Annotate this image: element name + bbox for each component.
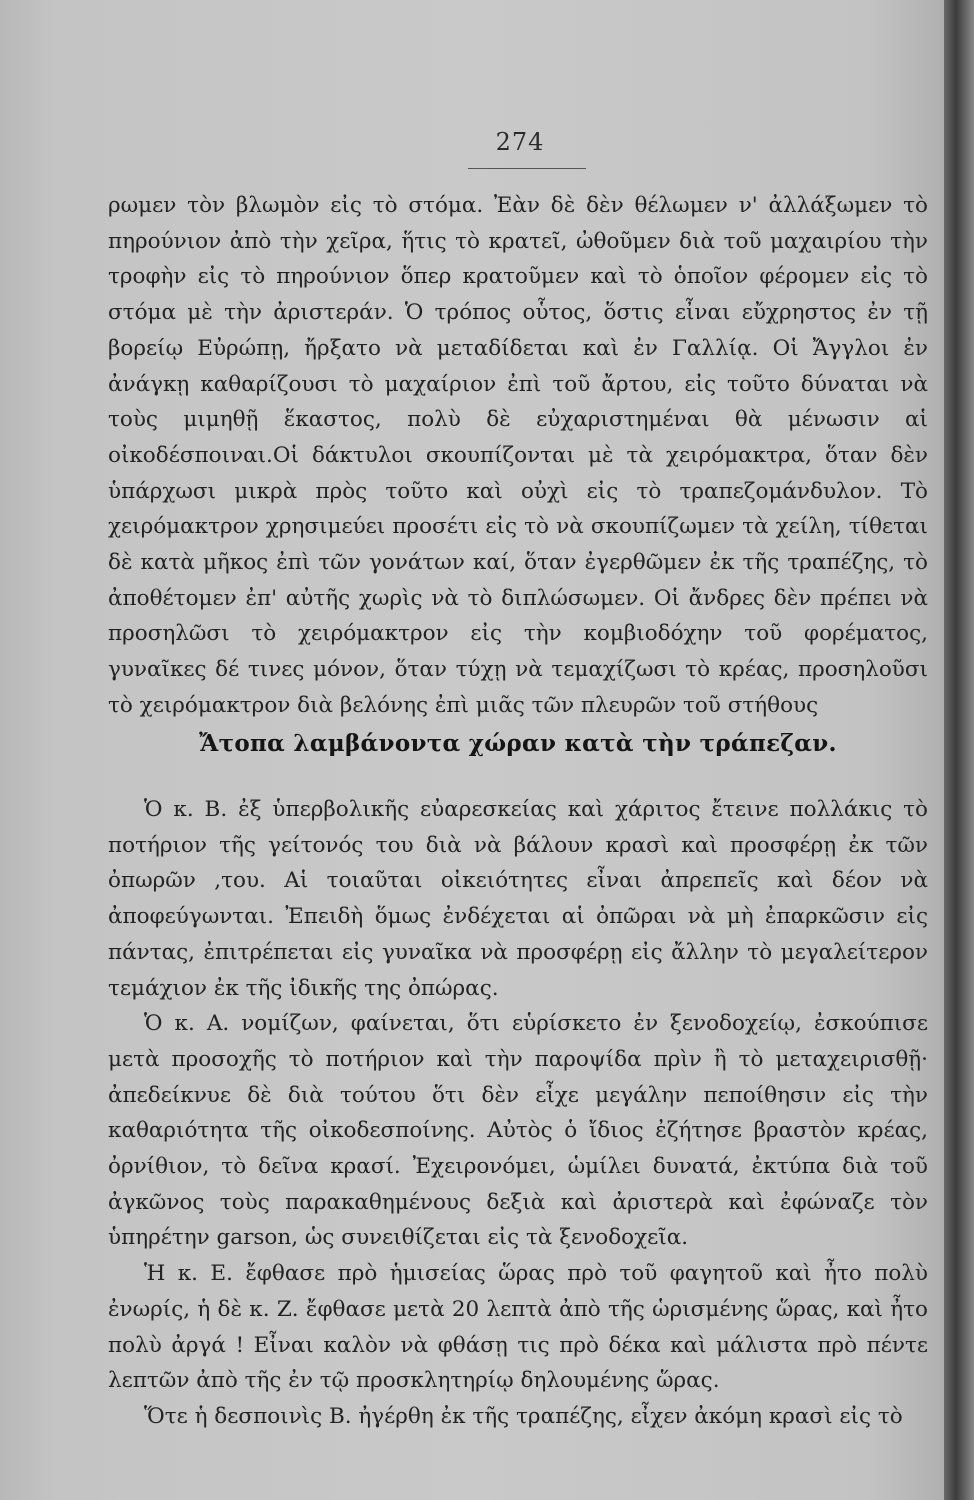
- page-number: 274: [495, 128, 545, 156]
- top-text-block: [108, 188, 928, 724]
- section-text-block: [108, 792, 928, 1435]
- paragraph-3: Ἡ κ. Ε. ἔφθασε πρὸ ἡμισείας ὥρας πρὸ τοῦ φαγητοῦ καὶ ἦτο πολὺ ἐνωρίς, ἡ δὲ κ. Ζ. ἔφθασε μετὰ 20 λεπτὰ ἀπὸ τῆς ὡρισμένης ὥρας, καὶ ἦτο πολὺ ἀργά ! Εἶναι καλὸν νὰ φθάσῃ τις πρὸ δέκα καὶ μάλιστα πρὸ πέντε λεπτῶν ἀπὸ τῆς ἐν τῷ προσκλητηρίῳ δηλουμένης ὥρας.: [108, 1261, 928, 1394]
- paragraph-4: Ὅτε ἡ δεσποινὶς Β. ἠγέρθη ἐκ τῆς τραπέζης, εἶχεν ἀκόμη κρασὶ εἰς τὸ: [144, 1403, 903, 1429]
- paragraph-1: Ὁ κ. Β. ἐξ ὑπερβολικῆς εὐαρεσκείας καὶ χάριτος ἔτεινε πολλάκις τὸ ποτήριον τῆς γείτονός του διὰ νὰ βάλουν κρασὶ καὶ προσφέρῃ ἐκ τῶν ὀπωρῶν ,του. Αἱ τοιαῦται οἰκειότητες εἶναι ἀπρεπεῖς καὶ δέον νὰ ἀποφεύγωνται. Ἐπειδὴ ὅμως ἐνδέχεται αἱ ὀπῶραι νὰ μὴ ἐπαρκῶσιν εἰς πάντας, ἐπιτρέπεται εἰς γυναῖκα νὰ προσφέρῃ εἰς ἄλλην τὸ μεγαλείτερον τεμάχιον ἐκ τῆς ἰδικῆς της ὀπώρας.: [108, 797, 928, 1001]
- page-number-rule: [468, 168, 586, 169]
- section-heading: Ἄτοπα λαμβάνοντα χώραν κατὰ τὴν τράπεζαν.: [199, 730, 837, 757]
- continued-paragraph: ρωμεν τὸν βλωμὸν εἰς τὸ στόμα. Ἐὰν δὲ δὲν θέλωμεν ν' ἀλλάξωμεν τὸ πηρούνιον ἀπὸ τὴν χεῖρα, ἥτις τὸ κρατεῖ, ὠθοῦμεν διὰ τοῦ μαχαιρίου τὴν τροφὴν εἰς τὸ πηρούνιον ὅπερ κρατοῦμεν καὶ τὸ ὁποῖον φέρομεν εἰς τὸ στόμα μὲ τὴν ἀριστεράν. Ὁ τρόπος οὗτος, ὅστις εἶναι εὔχρηστος ἐν τῇ βορείῳ Εὐρώπῃ, ἤρξατο νὰ μεταδίδεται καὶ ἐν Γαλλίᾳ. Οἱ Ἄγγλοι ἐν ἀνάγκῃ καθαρίζουσι τὸ μαχαίριον ἐπὶ τοῦ ἄρτου, εἰς τοῦτο δύναται νὰ τοὺς μιμηθῇ ἕκαστος, πολὺ δὲ εὐχαριστημέναι θὰ μένωσιν αἱ οἰκοδέσποιναι.Οἱ δάκτυλοι σκουπίζονται μὲ τὰ χειρόμακτρα, ὅταν δὲν ὑπάρχωσι μικρὰ πρὸς τοῦτο καὶ οὐχὶ εἰς τὸ τραπεζομάνδυλον. Τὸ χειρόμακτρον χρησιμεύει προσέτι εἰς τὸ νὰ σκουπίζωμεν τὰ χείλη, τίθεται δὲ κατὰ μῆκος ἐπὶ τῶν γονάτων καί, ὅταν ἐγερθῶμεν ἐκ τῆς τραπέζης, τὸ ἀποθέτομεν ἐπ' αὐτῆς χωρὶς νὰ τὸ διπλώσωμεν. Οἱ ἄνδρες δὲν πρέπει νὰ προσηλῶσι τὸ χειρόμακτρον εἰς τὴν κομβιοδόχην τοῦ φορέματος, γυναῖκες δέ τινες μόνον, ὅταν τύχῃ νὰ τεμαχίζωσι τὸ κρέας, προσηλοῦσι τὸ χειρόμακτρον διὰ βελόνης ἐπὶ μιᾶς τῶν πλευρῶν τοῦ στήθους: [108, 193, 928, 718]
- page-edge-shadow: [944, 0, 974, 1500]
- paragraph-2: Ὁ κ. Α. νομίζων, φαίνεται, ὅτι εὑρίσκετο ἐν ξενοδοχείῳ, ἐσκούπισε μετὰ προσοχῆς τὸ ποτήριον καὶ τὴν παροψίδα πρὶν ἢ τὸ μεταχειρισθῇ· ἀπεδείκνυε δὲ διὰ τούτου ὅτι δὲν εἶχε μεγάλην πεποίθησιν εἰς τὴν καθαριότητα τῆς οἰκοδεσποίνης. Αὐτὸς ὁ ἴδιος ἐζήτησε βραστὸν κρέας, ὀρνίθιον, τὸ δεῖνα κρασί. Ἐχειρονόμει, ὡμίλει δυνατά, ἐκτύπα διὰ τοῦ ἀγκῶνος τοὺς παρακαθημένους δεξιὰ καὶ ἀριστερὰ καὶ ἐφώναζε τὸν ὑπηρέτην garson, ὡς συνειθίζεται εἰς τὰ ξενοδοχεῖα.: [108, 1011, 928, 1251]
